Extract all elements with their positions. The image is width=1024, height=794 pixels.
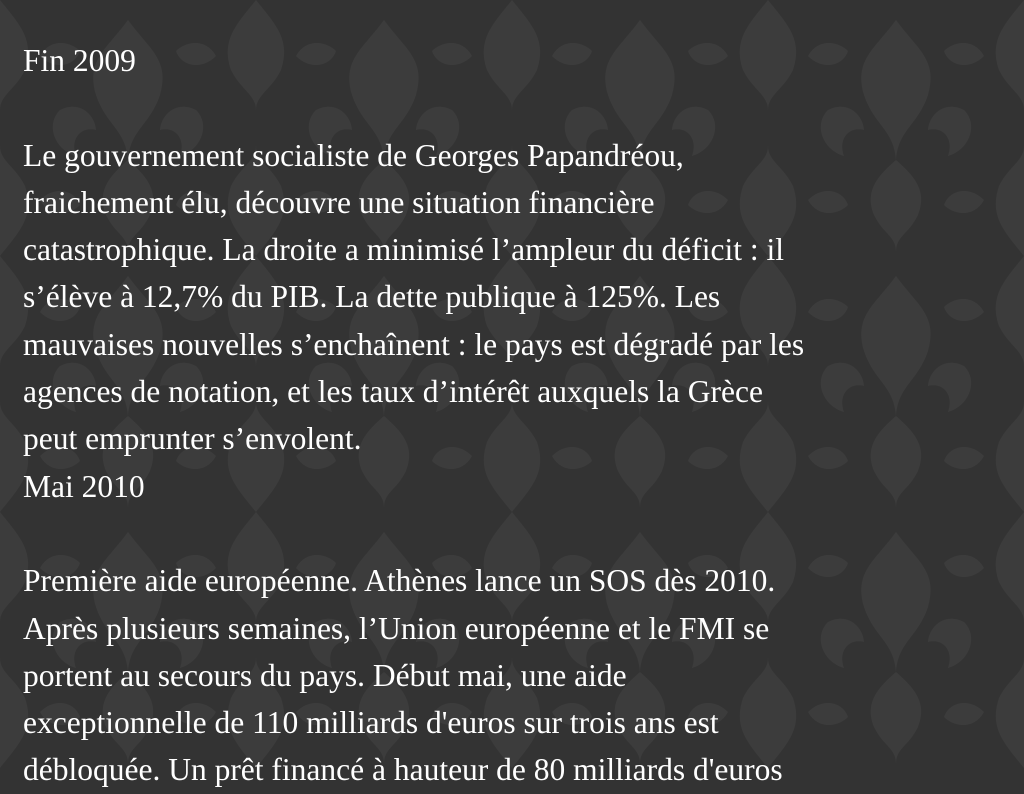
blank-line: [23, 84, 1003, 131]
slide-body-text: [23, 37, 1003, 794]
blank-line: [23, 510, 1003, 557]
paragraph-line: s’élève à 12,7% du PIB. La dette publique à 125%. Les: [23, 279, 721, 315]
paragraph-line: Le gouvernement socialiste de Georges Papandréou,: [23, 137, 684, 173]
paragraph-line: Après plusieurs semaines, l’Union européenne et le FMI se: [23, 610, 770, 646]
paragraph-line: fraichement élu, découvre une situation financière: [23, 184, 655, 220]
paragraph-line: Première aide européenne. Athènes lance un SOS dès 2010.: [23, 563, 776, 599]
paragraph-line: mauvaises nouvelles s’enchaînent : le pays est dégradé par les: [23, 326, 805, 362]
paragraph-line: débloquée. Un prêt financé à hauteur de 80 milliards d'euros: [23, 752, 783, 788]
paragraph-line: portent au secours du pays. Début mai, une aide: [23, 657, 627, 693]
paragraph-line: peut emprunter s’envolent.: [23, 421, 362, 457]
paragraph-line: exceptionnelle de 110 milliards d'euros sur trois ans est: [23, 705, 719, 741]
section-heading-fin-2009: Fin 2009: [23, 43, 136, 78]
paragraph-line: catastrophique. La droite a minimisé l’ampleur du déficit : il: [23, 232, 785, 268]
section-heading-mai-2010: Mai 2010: [23, 468, 145, 504]
paragraph-line: agences de notation, et les taux d’intérêt auxquels la Grèce: [23, 374, 763, 410]
